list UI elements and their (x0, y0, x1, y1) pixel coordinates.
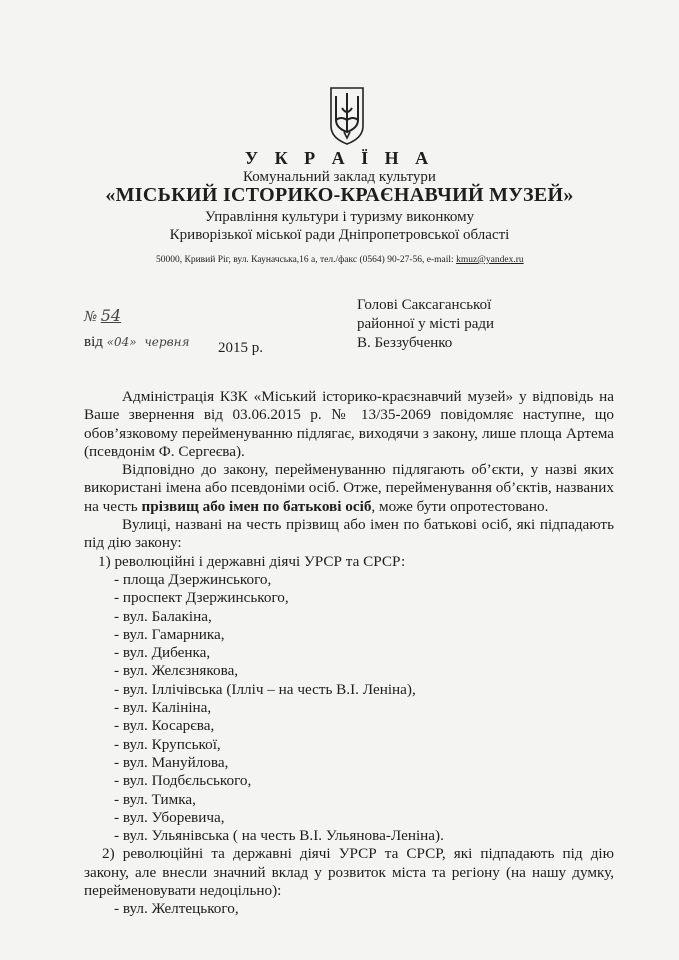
paragraph-2 (84, 461, 614, 516)
date-year: 2015 р. (218, 340, 263, 356)
letter-body (84, 388, 614, 919)
paragraph-2-start: Відповідно до закону, перейменуванню підлягають об’єкти, у назві яких використані імена або псевдоніми осіб. Отже, перейменування об’єктів, названих на честь (84, 461, 614, 515)
list-item: - площа Дзержинського, (114, 570, 272, 588)
date-day: «04» (106, 335, 137, 349)
addressee-line-2: районної у місті ради (357, 316, 495, 332)
contacts-line (156, 255, 524, 265)
paragraph-1: Адміністрація КЗК «Міський історико-краєзнавчий музей» у відповідь на Ваше звернення від 03.06.2015 р. № 13/35-2069 повідомляє наступне, що обов’язковому перейменуванню підлягає, виходячи з закону, лише площа Артема (псевдонім Ф. Сергеєва). (84, 388, 614, 460)
list-item: - вул. Балакіна, (114, 607, 212, 625)
section-1-list (84, 571, 614, 845)
contacts-text: 50000, Кривий Ріг, вул. Кауначська,16 а, тел./факс (0564) 90-27-56, e-mail: (156, 255, 457, 265)
paragraph-3: Вулиці, названі на честь прізвищ або імен по батькові осіб, які підпадають під дію закону: (84, 516, 614, 552)
addressee-line-1: Голові Саксаганської (357, 297, 492, 313)
list-item: - вул. Мануйлова, (114, 753, 229, 771)
paragraph-2-end: , може бути опротестовано. (371, 497, 549, 515)
email-link[interactable]: kmuz@yandex.ru (456, 255, 524, 265)
section-2-list (84, 900, 614, 918)
list-item: - вул. Уборевича, (114, 808, 225, 826)
date-label: від (84, 334, 103, 350)
list-item: - вул. Косарєва, (114, 717, 215, 735)
section-1-title: 1) революційні і державні діячі УРСР та СРСР: (98, 552, 406, 570)
list-item: - вул. Желєзнякова, (114, 662, 239, 680)
list-item: - вул. Желтецького, (114, 900, 239, 918)
list-item: - вул. Ульянівська ( на честь В.І. Ульянова-Леніна). (114, 827, 444, 845)
department-line-1: Управління культури і туризму виконкому (204, 209, 475, 225)
list-item: - вул. Дибенка, (114, 644, 211, 662)
reference-number (84, 306, 121, 326)
list-item: - вул. Іллічівська (Ілліч – на честь В.І. Леніна), (114, 680, 416, 698)
trident-emblem-icon (328, 86, 366, 146)
paragraph-2-bold: прізвищ або імен по батькові осіб (141, 497, 372, 515)
date-month: червня (144, 335, 190, 349)
addressee-line-3: В. Беззубченко (357, 335, 453, 351)
list-item: - вул. Гамарника, (114, 625, 225, 643)
institution-type: Комунальний заклад культури (243, 169, 436, 185)
list-item: - вул. Тимка, (114, 790, 196, 808)
department-line-2: Криворізької міської ради Дніпропетровської області (169, 227, 510, 243)
number-label: № (84, 309, 98, 325)
list-item: - вул. Подбєльського, (114, 772, 252, 790)
country-name: У К Р А Ї Н А (244, 148, 435, 168)
reference-date (84, 334, 189, 351)
list-item: - проспект Дзержинського, (114, 589, 289, 607)
section-2-text: 2) революційні та державні діячі УРСР та СРСР, які підпадають під дію закону, але внесли значний вклад у розвиток міста та регіону (на нашу думку, перейменовувати недоцільно): (84, 845, 614, 900)
list-item: - вул. Крупської, (114, 735, 221, 753)
list-item: - вул. Калініна, (114, 699, 212, 717)
number-value: 54 (100, 306, 122, 325)
museum-name: «МІСЬКИЙ ІСТОРИКО-КРАЄНАВЧИЙ МУЗЕЙ» (105, 184, 574, 206)
